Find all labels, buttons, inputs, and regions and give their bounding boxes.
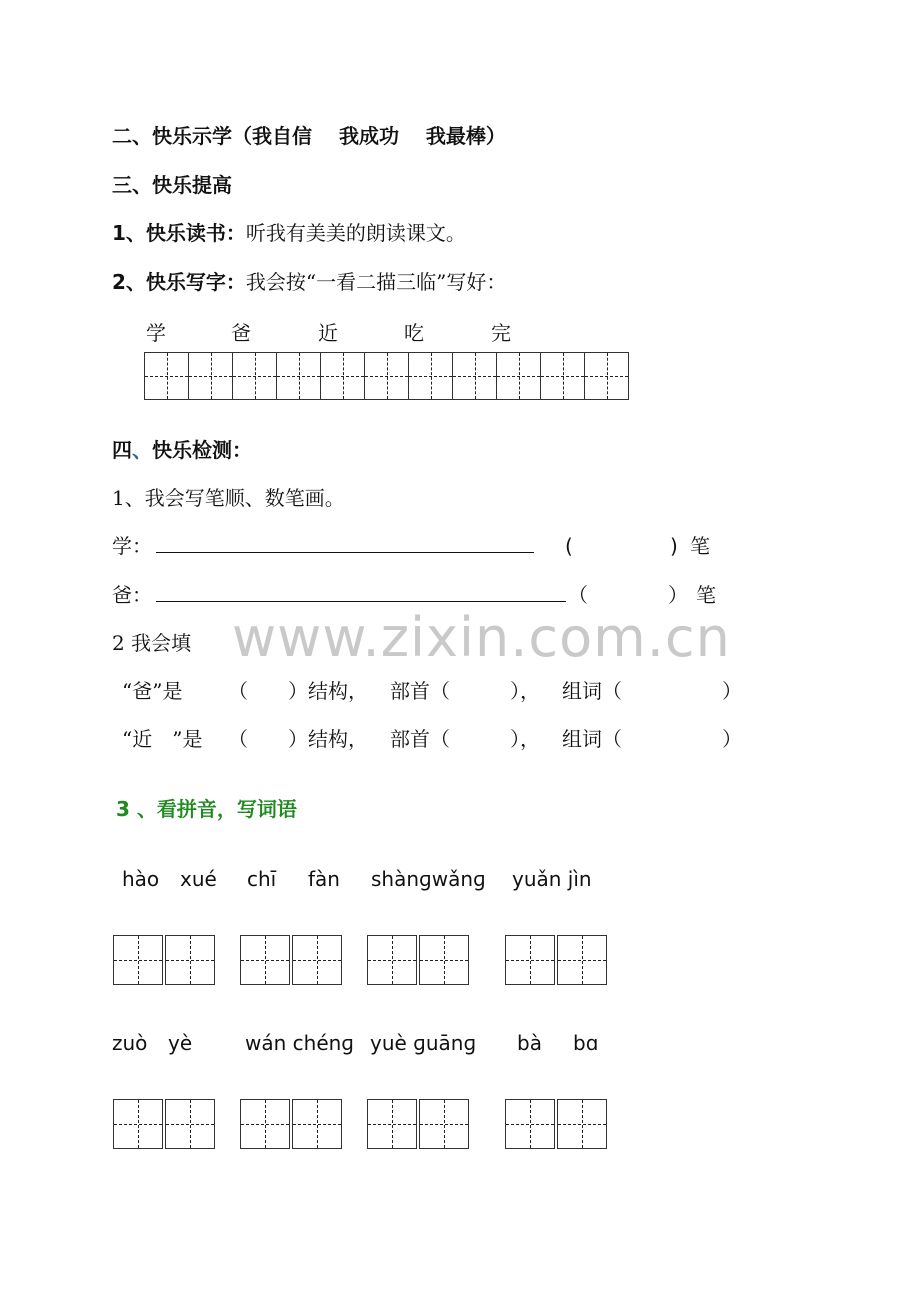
tianzige-box[interactable] bbox=[367, 935, 417, 985]
grid-cell[interactable] bbox=[321, 353, 365, 399]
stroke-row-1-label: 学： bbox=[112, 534, 152, 558]
fill-row-2-words: 组词（ ） bbox=[562, 727, 742, 751]
tianzige-box[interactable] bbox=[419, 1099, 469, 1149]
fill-row-1-radical: 部首（ ）， bbox=[390, 679, 540, 703]
grid-cell[interactable] bbox=[453, 353, 497, 399]
pinyin-wancheng: wán chénɡ bbox=[245, 1031, 354, 1055]
pinyin-chi: chī bbox=[247, 867, 277, 891]
stroke-order-blank-2[interactable] bbox=[156, 601, 566, 602]
pinyin-ba2: bɑ bbox=[573, 1031, 599, 1055]
pinyin-xue: xué bbox=[180, 867, 217, 891]
write-char-1: 学 bbox=[146, 321, 166, 345]
tianzige-box[interactable] bbox=[419, 935, 469, 985]
fill-row-1-structure: （ ）结构， bbox=[228, 679, 368, 703]
fill-row-1-word: “爸”是 bbox=[122, 679, 183, 703]
stroke-count-open-2: （ bbox=[568, 583, 588, 607]
fill-row-1-words: 组词（ ） bbox=[562, 679, 742, 703]
grid-cell[interactable] bbox=[541, 353, 585, 399]
write-char-4: 吃 bbox=[404, 321, 424, 345]
tianzige-box[interactable] bbox=[165, 935, 215, 985]
section-4-separator: 、 bbox=[132, 438, 152, 462]
stroke-row-2-label: 爸： bbox=[112, 583, 152, 607]
stroke-unit-1: 笔 bbox=[690, 534, 710, 558]
pinyin-yuanjin: yuǎn jìn bbox=[512, 867, 592, 891]
grid-cell[interactable] bbox=[189, 353, 233, 399]
tianzige-box[interactable] bbox=[505, 1099, 555, 1149]
fill-row-2-word: “近 ”是 bbox=[122, 727, 203, 751]
fill-row-2-structure: （ ）结构， bbox=[228, 727, 368, 751]
stroke-count-open-1: ( bbox=[565, 534, 573, 558]
writing-task-label: 2、快乐写字： bbox=[112, 270, 246, 294]
grid-cell[interactable] bbox=[497, 353, 541, 399]
grid-cell[interactable] bbox=[233, 353, 277, 399]
stroke-count-close-2: ） bbox=[668, 583, 688, 607]
tianzige-box[interactable] bbox=[292, 935, 342, 985]
fill-question: 2 我会填 bbox=[112, 631, 192, 655]
reading-task bbox=[112, 221, 466, 245]
pinyin-shangwang: shànɡwǎnɡ bbox=[371, 867, 486, 891]
tianzige-box[interactable] bbox=[240, 935, 290, 985]
write-char-5: 完 bbox=[491, 321, 511, 345]
stroke-order-blank-1[interactable] bbox=[156, 552, 534, 553]
pinyin-zuo: zuò bbox=[112, 1031, 148, 1055]
tianzige-box[interactable] bbox=[240, 1099, 290, 1149]
pinyin-ye: yè bbox=[168, 1031, 193, 1055]
section-3-heading: 三、快乐提高 bbox=[112, 173, 232, 197]
pinyin-fan: fàn bbox=[308, 867, 340, 891]
pinyin-yueguang: yuè ɡuānɡ bbox=[370, 1031, 477, 1055]
write-char-3: 近 bbox=[318, 321, 338, 345]
reading-task-label: 1、快乐读书： bbox=[112, 221, 246, 245]
grid-cell[interactable] bbox=[409, 353, 453, 399]
grid-cell[interactable] bbox=[277, 353, 321, 399]
tianzige-box[interactable] bbox=[292, 1099, 342, 1149]
pinyin-heading: 3 、看拼音，写词语 bbox=[116, 797, 297, 821]
pinyin-hao: hào bbox=[122, 867, 160, 891]
reading-task-text: 听我有美美的朗读课文。 bbox=[245, 221, 466, 245]
section-2-heading: 二、快乐示学（我自信 我成功 我最棒） bbox=[112, 124, 506, 148]
grid-cell[interactable] bbox=[365, 353, 409, 399]
stroke-unit-2: 笔 bbox=[696, 583, 716, 607]
tianzige-box[interactable] bbox=[505, 935, 555, 985]
stroke-question: 1、我会写笔顺、数笔画。 bbox=[112, 486, 345, 510]
tianzige-box[interactable] bbox=[557, 935, 607, 985]
grid-cell[interactable] bbox=[145, 353, 189, 399]
writing-task bbox=[112, 270, 506, 294]
section-4-heading bbox=[112, 438, 252, 462]
writing-grid[interactable] bbox=[144, 352, 629, 400]
pinyin-ba1: bà bbox=[517, 1031, 542, 1055]
tianzige-box[interactable] bbox=[113, 935, 163, 985]
tianzige-box[interactable] bbox=[557, 1099, 607, 1149]
write-char-2: 爸 bbox=[231, 321, 251, 345]
stroke-count-close-1: ) bbox=[670, 534, 678, 558]
section-4-number: 四 bbox=[112, 438, 132, 462]
grid-cell[interactable] bbox=[585, 353, 628, 399]
tianzige-box[interactable] bbox=[113, 1099, 163, 1149]
fill-row-2-radical: 部首（ ）， bbox=[390, 727, 540, 751]
tianzige-box[interactable] bbox=[367, 1099, 417, 1149]
watermark-text: www.zixin.com.cn bbox=[232, 606, 731, 669]
section-4-title: 快乐检测： bbox=[152, 438, 252, 462]
writing-task-text: 我会按“一看二描三临”写好： bbox=[245, 270, 507, 294]
tianzige-box[interactable] bbox=[165, 1099, 215, 1149]
